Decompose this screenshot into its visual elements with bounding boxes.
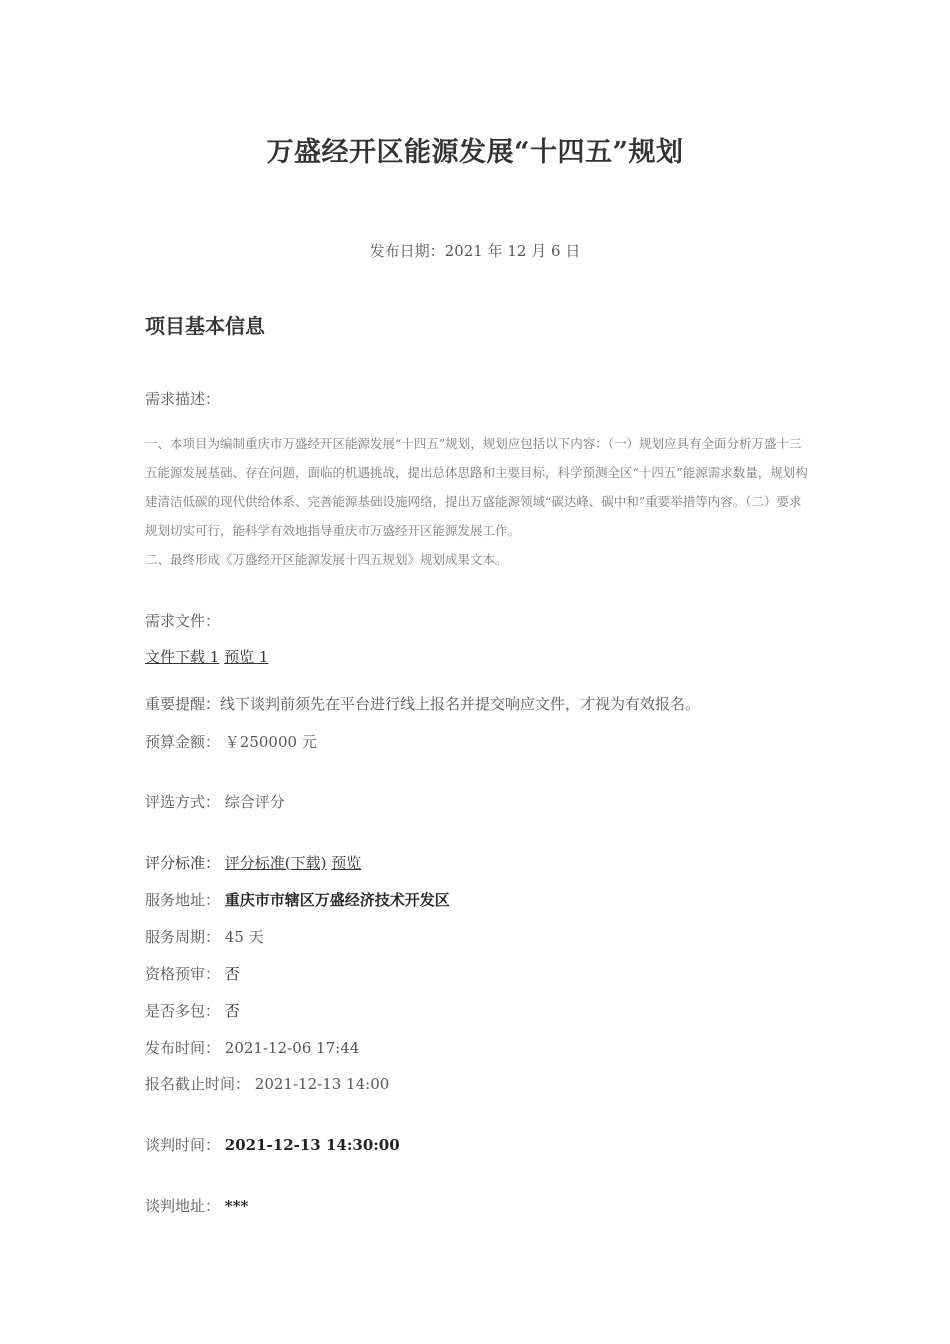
negotiation-time-row: [145, 1134, 400, 1155]
publish-date: 发布日期：2021 年 12 月 6 日: [369, 242, 581, 260]
important-notice: 重要提醒：线下谈判前须先在平台进行线上报名并提交响应文件，才视为有效报名。: [145, 695, 701, 713]
scoring-label: 评分标准：: [145, 854, 221, 872]
negotiation-address-label: 谈判地址：: [145, 1197, 221, 1215]
negotiation-address-value: ***: [224, 1197, 249, 1215]
prequalification-value: 否: [224, 965, 240, 983]
requirement-description: [145, 429, 810, 574]
negotiation-time-label: 谈判时间：: [145, 1136, 221, 1154]
file-download-link[interactable]: 文件下载 1: [145, 648, 220, 666]
page-title: 万盛经开区能源发展“十四五”规划: [266, 137, 684, 168]
service-address-label: 服务地址：: [145, 891, 221, 909]
service-period-row: [145, 926, 264, 947]
multi-package-label: 是否多包：: [145, 1002, 221, 1020]
file-preview-link[interactable]: 预览 1: [224, 648, 269, 666]
publish-time-label: 发布时间：: [145, 1039, 221, 1057]
publish-time-value: 2021-12-06 17:44: [224, 1039, 360, 1057]
section-heading: 项目基本信息: [145, 314, 265, 338]
multi-package-row: [145, 1000, 240, 1021]
requirement-paragraph-2: 二、最终形成《万盛经开区能源发展十四五规划》规划成果文本。: [145, 552, 508, 567]
multi-package-value: 否: [224, 1002, 240, 1020]
budget-label: 预算金额：: [145, 733, 221, 751]
service-address-row: [145, 889, 450, 910]
registration-deadline-value: 2021-12-13 14:00: [254, 1075, 390, 1093]
files-links: [145, 646, 268, 667]
negotiation-address-row: [145, 1195, 248, 1216]
requirement-label: 需求描述：: [145, 390, 221, 408]
files-label: 需求文件：: [145, 612, 221, 630]
publish-time-row: [145, 1037, 359, 1058]
prequalification-label: 资格预审：: [145, 965, 221, 983]
negotiation-time-value: 2021-12-13 14:30:00: [224, 1136, 400, 1154]
selection-method-row: [145, 791, 285, 812]
prequalification-row: [145, 963, 240, 984]
scoring-preview-link[interactable]: 预览: [331, 854, 362, 872]
budget-value: ￥250000 元: [224, 733, 317, 751]
service-address-value: 重庆市市辖区万盛经济技术开发区: [224, 891, 450, 909]
registration-deadline-row: [145, 1073, 389, 1094]
selection-method-value: 综合评分: [224, 793, 285, 811]
scoring-download-link[interactable]: 评分标准(下载): [224, 854, 327, 872]
selection-method-label: 评选方式：: [145, 793, 221, 811]
registration-deadline-label: 报名截止时间：: [145, 1075, 251, 1093]
budget-row: [145, 731, 317, 752]
service-period-label: 服务周期：: [145, 928, 221, 946]
requirement-paragraph-1: 一、本项目为编制重庆市万盛经开区能源发展“十四五”规划，规划应包括以下内容：（一）规划应具有全面分析万盛十三五能源发展基础、存在问题，面临的机遇挑战，提出总体思路和主要目标，科学预测全区“十四五”能源需求数量，规划构建清洁低碳的现代供给体系、完善能源基础设施网络，提出万盛能源领域“碳达峰、碳中和”重要举措等内容。（二）要求规划切实可行，能科学有效地指导重庆市万盛经开区能源发展工作。: [145, 436, 808, 538]
scoring-row: [145, 852, 361, 873]
service-period-value: 45 天: [224, 928, 264, 946]
